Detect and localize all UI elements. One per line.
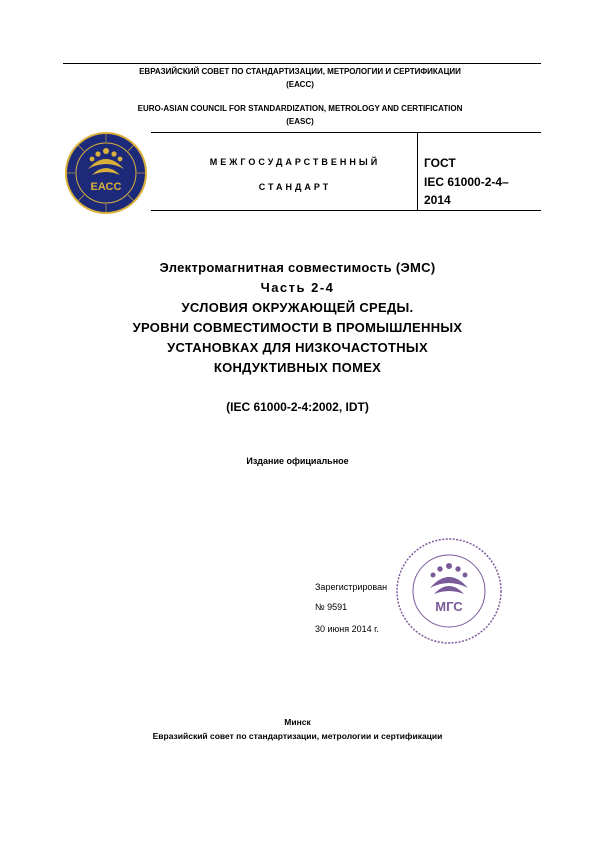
mgs-registration-stamp (394, 536, 504, 646)
mgs-stamp-text: МГС (435, 599, 463, 614)
title-line4: УРОВНИ СОВМЕСТИМОСТИ В ПРОМЫШЛЕННЫХ (132, 320, 463, 335)
title-line5: УСТАНОВКАХ ДЛЯ НИЗКОЧАСТОТНЫХ (167, 340, 428, 355)
easc-logo-emblem (64, 131, 148, 215)
title-line1: Электромагнитная совместимость (ЭМС) (159, 260, 436, 275)
standard-type-line1: МЕЖГОСУДАРСТВЕННЫЙ (209, 157, 381, 167)
mgs-stamp-emblem (394, 536, 504, 646)
gost-line1: ГОСТ (424, 156, 456, 170)
header-vertical-rule (417, 132, 418, 210)
edition-note: Издание официальное (246, 456, 349, 466)
council-en-title: EURO-ASIAN COUNCIL FOR STANDARDIZATION, METROLOGY AND CERTIFICATION (137, 104, 463, 113)
footer-city: Минск (284, 717, 311, 727)
standard-type-line2: СТАНДАРТ (258, 182, 332, 192)
registration-number: № 9591 (315, 602, 348, 612)
header-block-rule (151, 132, 541, 133)
council-en-abbr: (EASC) (286, 117, 314, 126)
top-rule (63, 63, 541, 64)
title-line6: КОНДУКТИВНЫХ ПОМЕХ (213, 360, 382, 375)
gost-line3: 2014 (424, 193, 451, 207)
registration-line1: Зарегистрирован (315, 582, 388, 592)
council-ru-title: ЕВРАЗИЙСКИЙ СОВЕТ ПО СТАНДАРТИЗАЦИИ, МЕТРОЛОГИИ И СЕРТИФИКАЦИИ (139, 67, 461, 76)
iec-reference: (IEC 61000-2-4:2002, IDT) (226, 400, 369, 414)
registration-date: 30 июня 2014 г. (315, 624, 379, 634)
gost-line2: IEC 61000-2-4– (424, 175, 509, 189)
easc-logo (64, 131, 148, 215)
easc-logo-text: ЕАСС (90, 181, 122, 193)
header-bottom-rule (151, 210, 541, 211)
council-ru-abbr: (ЕАСС) (286, 80, 314, 89)
title-line2: Часть 2-4 (260, 280, 335, 295)
title-line3: УСЛОВИЯ ОКРУЖАЮЩЕЙ СРЕДЫ. (181, 300, 414, 315)
footer-publisher: Евразийский совет по стандартизации, метрологии и сертификации (152, 731, 443, 741)
